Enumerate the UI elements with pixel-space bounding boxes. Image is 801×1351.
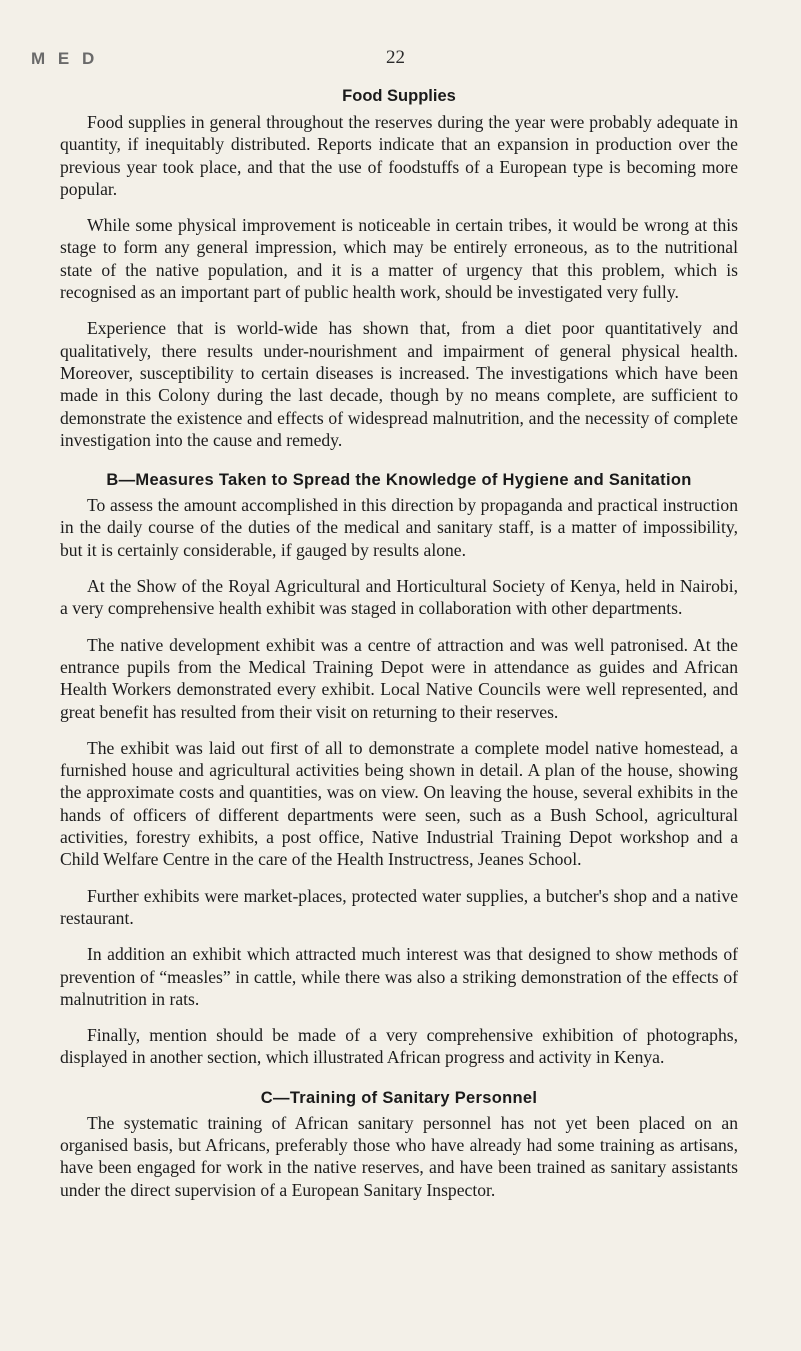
- paragraph: The systematic training of African sanitary personnel has not yet been placed on an organised basis, but Africans, preferably those who have already had some training as artisans, have been engaged for work in the native reserves, and have been trained as sanitary assistants under the direct supervision of a European Sanitary Inspector.: [60, 1112, 738, 1200]
- paragraph: Experience that is world-wide has shown that, from a diet poor quantitatively and qualitatively, there results under-nourishment and impairment of general physical health. Moreover, susceptibility to certain diseases is increased. The investigations which have been made in this Colony during the last decade, though by no means complete, are sufficient to demonstrate the existence and effects of widespread malnutrition, and the necessity of complete investigation into the cause and remedy.: [60, 318, 738, 450]
- section-heading-food-supplies: Food Supplies: [342, 87, 456, 105]
- paragraph: While some physical improvement is noticeable in certain tribes, it would be wrong at this stage to form any general impression, which may be entirely erroneous, as to the nutritional state of the native population, and it is a matter of urgency that this problem, which is recognised as an important part of public health work, should be investigated very fully.: [60, 215, 738, 303]
- department-stamp: M E D: [31, 49, 99, 68]
- paragraph: Finally, mention should be made of a very comprehensive exhibition of photographs, displayed in another section, which illustrated African progress and activity in Kenya.: [60, 1025, 738, 1068]
- paragraph: In addition an exhibit which attracted much interest was that designed to show methods of prevention of “measles” in cattle, while there was also a striking demonstration of the effects of malnutrition in rats.: [60, 944, 738, 1009]
- paragraph: The exhibit was laid out first of all to demonstrate a complete model native homestead, a furnished house and agricultural activities being shown in detail. A plan of the house, showing the approximate costs and quantities, was on view. On leaving the house, several exhibits in the hands of officers of different departments were seen, such as a Bush School, agricultural activities, forestry exhibits, a post office, Native Industrial Training Depot workshop and a Child Welfare Centre in the care of the Health Instructress, Jeanes School.: [60, 737, 738, 870]
- paragraph: To assess the amount accomplished in this direction by propaganda and practical instruction in the daily course of the duties of the medical and sanitary staff, is a matter of impossibility, but it is certainly considerable, if gauged by results alone.: [60, 495, 738, 560]
- paragraph: Food supplies in general throughout the reserves during the year were probably adequate in quantity, if inequitably distributed. Reports indicate that an expansion in production over the previous year took place, and that the use of foodstuffs of a European type is becoming more popular.: [60, 112, 738, 199]
- section-heading-hygiene: B—Measures Taken to Spread the Knowledge of Hygiene and Sanitation: [106, 471, 692, 490]
- paragraph: At the Show of the Royal Agricultural and Horticultural Society of Kenya, held in Nairobi, a very comprehensive health exhibit was staged in collaboration with other departments.: [60, 576, 738, 619]
- paragraph: Further exhibits were market-places, protected water supplies, a butcher's shop and a native restaurant.: [60, 885, 738, 928]
- paragraph: The native development exhibit was a centre of attraction and was well patronised. At the entrance pupils from the Medical Training Depot were in attendance as guides and African Health Workers demonstrated every exhibit. Local Native Councils were well represented, and great benefit has resulted from their visit on returning to their reserves.: [60, 634, 738, 722]
- page-body: [60, 85, 738, 1201]
- section-heading-training: C—Training of Sanitary Personnel: [260, 1088, 538, 1107]
- page-number: 22: [386, 47, 405, 68]
